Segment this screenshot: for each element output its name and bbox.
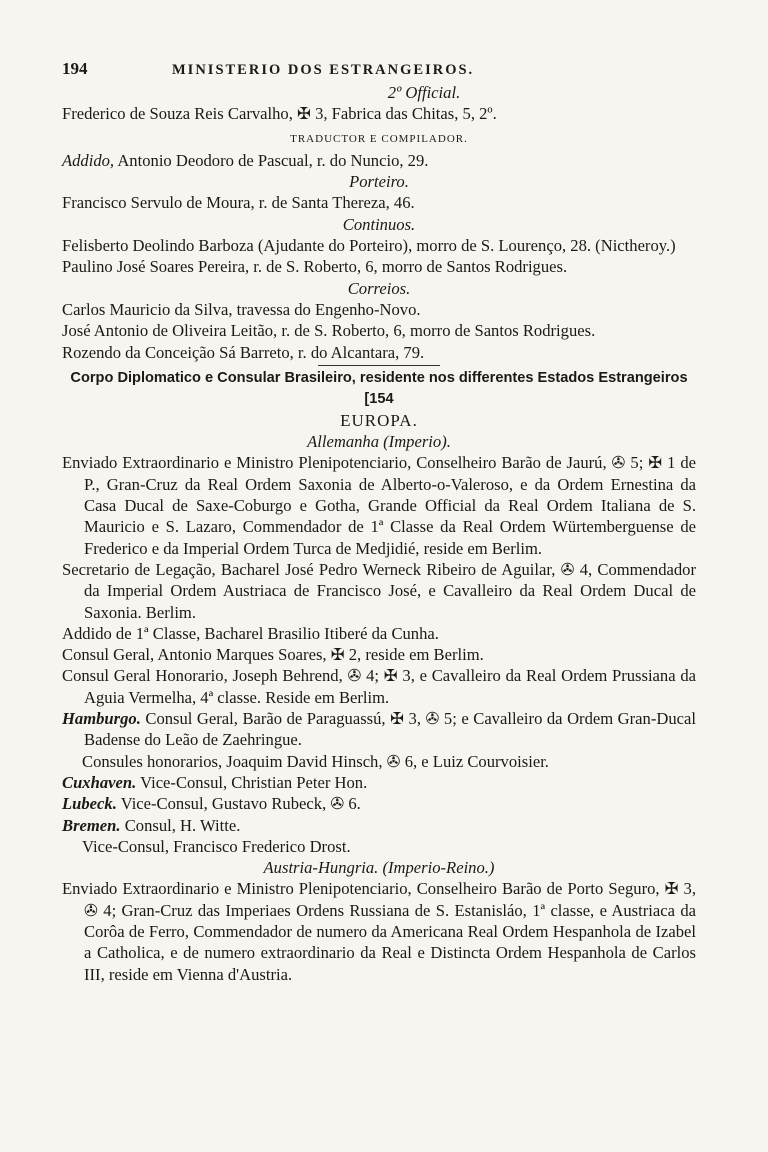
allemanha-entry: Addido de 1ª Classe, Bacharel Brasilio Itiberé da Cunha.	[62, 623, 439, 643]
allemanha-entry: Enviado Extraordinario e Ministro Plenipotenciario, Conselheiro Barão de Jaurú, ✇ 5; ✠ 1 de P., Gran-Cruz da Real Ordem Saxonia de Alberto-o-Valeroso, e da Ordem Ernestina da Casa Ducal de Saxe-Coburgo e Gotha, Grande Official da Real Ordem Italiana de S. Mauricio e S. Lazaro, Commendador de 1ª Classe da Real Ordem Würtemberguense de Frederico e da Imperial Ordem Turca de Medjidié, reside em Berlim.	[62, 453, 696, 558]
bremen-place: Bremen.	[62, 815, 121, 835]
europa-heading: EUROPA.	[340, 410, 418, 430]
official-heading: 2º Official.	[387, 83, 461, 102]
addido-text: Antonio Deodoro de Pascual, r. do Nuncio, 29.	[117, 150, 429, 170]
allemanha-entry: Consul Geral Honorario, Joseph Behrend, ✇ 4; ✠ 3, e Cavalleiro da Real Ordem Prussiana da Aguia Vermelha, 4ª classe. Reside em Berlim.	[62, 666, 696, 707]
official-line: Frederico de Souza Reis Carvalho, ✠ 3, Fabrica das Chitas, 5, 2º.	[62, 104, 497, 124]
page-header	[62, 58, 696, 80]
bremen-text: Consul, H. Witte.	[124, 815, 241, 835]
section-divider	[318, 365, 440, 366]
austria-heading: Austria-Hungria. (Imperio-Reino.)	[263, 858, 495, 878]
lubeck-place: Lubeck.	[62, 794, 117, 814]
addido-line	[62, 150, 696, 171]
cuxhaven-text: Vice-Consul, Christian Peter Hon.	[140, 772, 368, 792]
bremen-vice-consul-line: Vice-Consul, Francisco Frederico Drost.	[82, 836, 351, 856]
hamburgo-place: Hamburgo.	[62, 709, 141, 729]
continuos-line: Paulino José Soares Pereira, r. de S. Roberto, 6, morro de Santos Rodrigues.	[62, 257, 568, 277]
correios-line: José Antonio de Oliveira Leitão, r. de S. Roberto, 6, morro de Santos Rodrigues.	[62, 321, 596, 341]
lubeck-text: Vice-Consul, Gustavo Rubeck, ✇ 6.	[120, 794, 361, 814]
hamburgo-entry	[62, 708, 696, 751]
consules-honorarios-line: Consules honorarios, Joaquim David Hinsch, ✇ 6, e Luiz Courvoisier.	[82, 751, 549, 771]
correios-line: Rozendo da Conceição Sá Barreto, r. do Alcantara, 79.	[62, 342, 425, 362]
continuos-line: Felisberto Deolindo Barboza (Ajudante do Porteiro), morro de S. Lourenço, 28. (Nictheroy.)	[62, 236, 676, 256]
cuxhaven-entry	[62, 772, 696, 793]
addido-label: Addido,	[62, 150, 115, 170]
austria-entry: Enviado Extraordinario e Ministro Plenipotenciario, Conselheiro Barão de Porto Seguro, ✠ 3, ✇ 4; Gran-Cruz das Imperiaes Ordens Russiana de S. Estanisláo, 1ª classe, e Austriaca da Corôa de Ferro, Commendador de numero da Americana Real Ordem Hespanhola de Izabel a Catholica, e de numero extraordinario da Real e Distincta Ordem Hespanhola de Carlos III, reside em Vienna d'Austria.	[62, 879, 696, 984]
lubeck-entry	[62, 793, 696, 814]
bremen-entry	[62, 815, 696, 836]
cuxhaven-place: Cuxhaven.	[62, 772, 137, 792]
porteiro-heading: Porteiro.	[349, 172, 409, 192]
allemanha-entry: Secretario de Legação, Bacharel José Pedro Werneck Ribeiro de Aguilar, ✇ 4, Commendador da Imperial Ordem Austriaca de Francisco José, e Cavalleiro da Real Ordem Ducal de Saxonia. Berlim.	[62, 559, 696, 622]
traductor-heading: TRADUCTOR E COMPILADOR.	[290, 132, 468, 145]
page-number: 194	[62, 59, 88, 78]
hamburgo-text: Consul Geral, Barão de Paraguassú, ✠ 3, ✇ 5; e Cavalleiro da Ordem Gran-Ducal Badense do Leão de Zaehringue.	[84, 709, 696, 750]
allemanha-entry: Consul Geral, Antonio Marques Soares, ✠ 2, reside em Berlim.	[62, 645, 484, 665]
porteiro-line: Francisco Servulo de Moura, r. de Santa Thereza, 46.	[62, 193, 415, 213]
running-title: MINISTERIO DOS ESTRANGEIROS.	[172, 62, 475, 78]
correios-line: Carlos Mauricio da Silva, travessa do Engenho-Novo.	[62, 299, 421, 319]
continuos-heading: Continuos.	[342, 214, 416, 234]
correios-heading: Correios.	[347, 278, 411, 298]
allemanha-heading: Allemanha (Imperio).	[307, 432, 451, 452]
corpo-diplomatico-heading: Corpo Diplomatico e Consular Brasileiro, residente nos differentes Estados Estrangeiros [154	[70, 369, 688, 407]
